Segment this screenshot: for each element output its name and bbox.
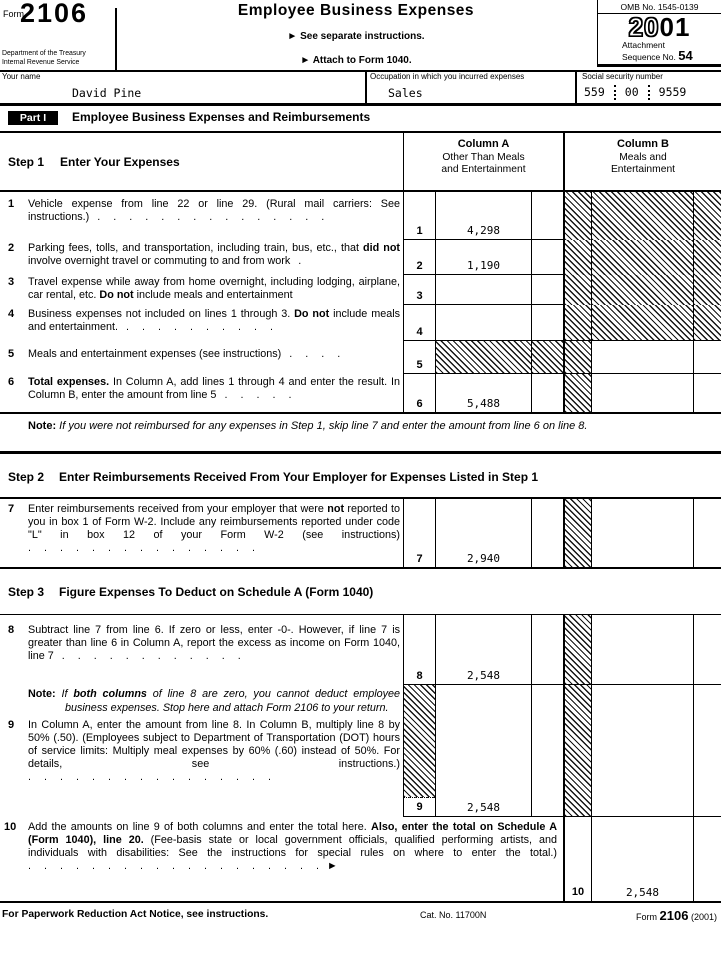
- tax-year-solid: 01: [659, 12, 691, 42]
- omb-box: [597, 0, 721, 67]
- line3-description: Travel expense while away from home overnight, including lodging, airplane, car rental, etc.: [28, 276, 400, 301]
- step2-banner: [8, 470, 538, 484]
- hatched-separator: [563, 615, 591, 685]
- part1-badge: Part I: [8, 111, 58, 125]
- ssn-label: Social security number: [582, 72, 663, 81]
- line4-colB-cents-hatched: [693, 305, 721, 341]
- ssn-separator: [648, 85, 650, 100]
- line6-bold: Total expenses.: [28, 376, 110, 388]
- line10-row: [0, 817, 721, 901]
- line2-description2: involve overnight travel or commuting to and from work: [28, 255, 291, 267]
- ssn-part3[interactable]: 9559: [658, 85, 687, 99]
- line6-text: [0, 374, 403, 412]
- step1-table: [0, 131, 721, 414]
- line3-colA-cents[interactable]: [531, 275, 563, 305]
- agency-block: [2, 50, 86, 67]
- line7-colB-cents[interactable]: [693, 499, 721, 567]
- line1-colA-amount[interactable]: 4,298: [435, 192, 531, 240]
- line3-colB-hatched: [591, 275, 693, 305]
- line1-colB-hatched: [591, 192, 693, 240]
- name-band-rule: [0, 103, 721, 106]
- line2-box-number: 2: [403, 240, 435, 275]
- attach-pointer: ► Attach to Form 1040.: [300, 55, 412, 66]
- line5-colA-hatched: [435, 341, 531, 374]
- tax-year: [598, 14, 721, 41]
- line3-row: [0, 275, 721, 305]
- line8-description: Subtract line 7 from line 6. If zero or less, enter -0-. However, if line 7 is greater than line 6 in Column A, report the excess as income on Form 1040, line 7: [28, 624, 400, 662]
- footer-form-id: [636, 908, 717, 923]
- line7-bold: not: [327, 503, 345, 515]
- line9-text: [0, 685, 403, 817]
- ssn-field[interactable]: [584, 85, 686, 100]
- line8-box-number: 8: [403, 615, 435, 685]
- step1-title: Enter Your Expenses: [60, 154, 180, 169]
- column-b-sub2: Entertainment: [610, 164, 676, 175]
- section-rule: [0, 451, 721, 454]
- paperwork-notice: For Paperwork Reduction Act Notice, see instructions.: [2, 909, 269, 920]
- hatched-separator: [563, 275, 591, 305]
- line6-row: [0, 374, 721, 412]
- line10-total-cents[interactable]: [693, 817, 721, 901]
- dot-leader: . . . . . . . . . . . . . . .: [89, 211, 330, 223]
- line3-number-gutter: 3: [8, 276, 15, 288]
- line6-description: In Column A, add lines 1 through 4 and enter the result. In Column B, enter the amount from line 5: [28, 376, 400, 401]
- line2-bold: did not: [363, 242, 401, 254]
- line6-colB-amount[interactable]: [591, 374, 693, 412]
- line5-row: [0, 341, 721, 374]
- line10-total-amount[interactable]: 2,548: [591, 817, 693, 901]
- footer-year: (2001): [690, 912, 717, 922]
- line1-text: [0, 192, 403, 240]
- attachment-label: Attachment: [622, 40, 665, 50]
- line4-box-number: 4: [403, 305, 435, 341]
- step1-heading: [0, 133, 403, 190]
- line3-description2: include meals and entertainment: [133, 289, 293, 301]
- tax-year-outline: 20: [628, 12, 660, 42]
- step2-label: Step 2: [8, 470, 45, 484]
- line5-number-gutter: 5: [8, 348, 15, 360]
- part1-title: Employee Business Expenses and Reimbursements: [72, 110, 371, 124]
- dot-leader: . . . . . . . . . . . . . . . . . . .: [28, 860, 324, 872]
- line4-colA-amount[interactable]: [435, 305, 531, 341]
- line5-description: Meals and entertainment expenses (see instructions): [28, 348, 282, 360]
- name-occupation-divider: [365, 70, 367, 103]
- line4-number-gutter: 4: [8, 308, 15, 320]
- line6-colA-cents[interactable]: [531, 374, 563, 412]
- form-word-label: Form: [3, 9, 24, 19]
- hatched-separator: [563, 374, 591, 412]
- line9-colB-cents[interactable]: [693, 685, 721, 817]
- dot-leader: . . . . .: [216, 389, 297, 401]
- column-a-sub2: and Entertainment: [441, 164, 526, 175]
- line10-box-number: 10: [563, 817, 591, 901]
- line3-text: [0, 275, 403, 305]
- form-title: Employee Business Expenses: [237, 2, 475, 19]
- column-a-sub1: Other Than Meals: [442, 152, 525, 163]
- note-label: Note:: [28, 420, 57, 432]
- note-italic2: of line 8 are zero, you cannot deduct employee business expenses. Stop here and attach Form 2106 to your return.: [65, 688, 401, 714]
- line2-row: [0, 240, 721, 275]
- line6-number-gutter: 6: [8, 376, 15, 388]
- line7-description2: reported to you in box 1 of Form W-2. Include any reimbursements reported under code "L" in box 12 of your Form W-2 (see instructions): [28, 503, 401, 541]
- line9-description: In Column A, enter the amount from line 8. In Column B, multiply line 8 by 50% (.50). (Employees subject to Department of Transportation (DOT) hours of service limits: Multiply meal expenses by 60% (.60) instead of 50%. For details, see instructions.): [28, 719, 400, 770]
- dot-leader: . . . . . . . . . . . . . . .: [28, 542, 260, 554]
- line5-colB-cents[interactable]: [693, 341, 721, 374]
- line2-colA-cents[interactable]: [531, 240, 563, 275]
- note-bold: both columns: [73, 688, 147, 700]
- line8-note: [28, 688, 401, 715]
- attachment-sequence: [598, 41, 721, 62]
- ssn-part2[interactable]: 00: [624, 85, 639, 99]
- line1-row: [0, 192, 721, 240]
- note-italic1: If: [61, 688, 74, 700]
- line8-colB-cents[interactable]: [693, 615, 721, 685]
- line2-colB-cents-hatched: [693, 240, 721, 275]
- line4-colA-cents[interactable]: [531, 305, 563, 341]
- line9-colA-amount[interactable]: 2,548: [435, 685, 531, 817]
- name-field[interactable]: David Pine: [72, 86, 142, 100]
- line7-row: [0, 499, 721, 567]
- line10-description: Add the amounts on line 9 of both columns and enter the total here.: [28, 821, 372, 833]
- line3-box-number: 3: [403, 275, 435, 305]
- line8-number-gutter: 8: [8, 624, 15, 636]
- line7-colA-cents[interactable]: [531, 499, 563, 567]
- occupation-ssn-divider: [575, 70, 577, 103]
- line3-bold: Do not: [99, 289, 134, 301]
- occupation-label: Occupation in which you incurred expenses: [370, 72, 525, 81]
- column-a-title: Column A: [457, 138, 510, 150]
- line7-box-number: 7: [403, 499, 435, 567]
- omb-number: OMB No. 1545-0139: [598, 0, 721, 14]
- line6-colA-amount[interactable]: 5,488: [435, 374, 531, 412]
- line8-colB-amount[interactable]: [591, 615, 693, 685]
- line4-description: Business expenses not included on lines 1 through 3.: [28, 308, 295, 320]
- catalog-number: Cat. No. 11700N: [420, 910, 487, 920]
- hatched-separator: [563, 499, 591, 567]
- ssn-separator: [614, 85, 616, 100]
- agency-line2: Internal Revenue Service: [2, 58, 80, 66]
- arrow-icon: ►: [327, 860, 338, 872]
- line9-paragraph: [8, 719, 400, 784]
- line5-text: [0, 341, 403, 374]
- column-b-sub1: Meals and: [619, 152, 667, 163]
- sequence-label: Sequence No.: [622, 51, 676, 62]
- agency-line1: Department of the Treasury: [2, 50, 86, 57]
- hatched-separator: [563, 240, 591, 275]
- dot-leader: . . . .: [281, 348, 346, 360]
- hatched-separator: [563, 341, 591, 374]
- step3-banner: [8, 585, 373, 599]
- ssn-part1[interactable]: 559: [584, 85, 605, 99]
- line4-colB-hatched: [591, 305, 693, 341]
- line9-number-hatched: [404, 685, 435, 798]
- footer-form-number: 2106: [659, 908, 689, 923]
- dot-leader: . . . . . . . . . . . .: [53, 650, 246, 662]
- line9-box-number: [403, 685, 435, 817]
- step1-header-row: [0, 133, 721, 192]
- line2-colB-hatched: [591, 240, 693, 275]
- line1-colB-cents-hatched: [693, 192, 721, 240]
- step2-title: Enter Reimbursements Received From Your Employer for Expenses Listed in Step 1: [59, 470, 539, 484]
- line5-box-number: 5: [403, 341, 435, 374]
- line7-colB-amount[interactable]: [591, 499, 693, 567]
- line9-colB-amount[interactable]: [591, 685, 693, 817]
- line1-colA-cents[interactable]: [531, 192, 563, 240]
- line8-text: [0, 615, 403, 685]
- line8-row: [0, 615, 721, 685]
- line7-description: Enter reimbursements received from your employer that were: [28, 503, 328, 515]
- line9-colA-cents[interactable]: [531, 685, 563, 817]
- step1-label: Step 1: [8, 154, 45, 169]
- line9-number-gutter: 9: [8, 719, 15, 731]
- dot-leader: .: [290, 255, 307, 267]
- column-b-title: Column B: [617, 138, 669, 150]
- hatched-separator: [563, 685, 591, 817]
- line2-description: Parking fees, tolls, and transportation, including train, bus, etc., that: [28, 242, 363, 254]
- step2-table: [0, 497, 721, 569]
- line4-row: [0, 305, 721, 341]
- line6-box-number: 6: [403, 374, 435, 412]
- line7-colA-amount[interactable]: 2,940: [435, 499, 531, 567]
- line7-text: [0, 499, 403, 567]
- form-number: 2106: [20, 0, 89, 28]
- line2-colA-amount[interactable]: 1,190: [435, 240, 531, 275]
- line2-number-gutter: 2: [8, 242, 15, 254]
- step1-note: [28, 420, 718, 432]
- dot-leader: . . . . . . . . . . . . . . . .: [28, 771, 276, 783]
- note-label: Note:: [28, 688, 56, 700]
- line6-colB-cents[interactable]: [693, 374, 721, 412]
- line9-row: [0, 685, 721, 817]
- line3-colA-amount[interactable]: [435, 275, 531, 305]
- line10-text: [0, 817, 563, 901]
- column-a-header: [403, 133, 563, 190]
- name-label: Your name: [2, 72, 41, 81]
- line2-text: [0, 240, 403, 275]
- line9-number-label: 9: [416, 801, 423, 813]
- line4-bold: Do not: [294, 308, 330, 320]
- line1-box-number: 1: [403, 192, 435, 240]
- line1-description: Vehicle expense from line 22 or line 29. (Rural mail carriers: See instructions.): [28, 198, 400, 223]
- footer-form-label: Form: [636, 912, 658, 922]
- line4-text: [0, 305, 403, 341]
- line1-number-gutter: 1: [8, 198, 15, 210]
- occupation-field[interactable]: Sales: [388, 86, 423, 100]
- line5-colB-amount[interactable]: [591, 341, 693, 374]
- step3-title: Figure Expenses To Deduct on Schedule A (Form 1040): [59, 585, 374, 599]
- line10-description2: (Fee-basis state or local government officials, qualified performing artists, and individuals with disabilities: See the instructions for special rules on where to enter the total.): [28, 834, 557, 859]
- line4-description2: include meals and entertainment.: [28, 308, 400, 333]
- hatched-separator: [563, 192, 591, 240]
- see-instructions-pointer: ► See separate instructions.: [287, 31, 425, 42]
- note-text: If you were not reimbursed for any expenses in Step 1, skip line 7 and enter the amount from line 6 on line 8.: [59, 420, 588, 432]
- line8-colA-amount[interactable]: 2,548: [435, 615, 531, 685]
- sequence-number: 54: [678, 47, 693, 63]
- line10-number-gutter: 10: [4, 821, 17, 833]
- step3-table: [0, 614, 721, 903]
- step3-label: Step 3: [8, 585, 45, 599]
- line3-colB-cents-hatched: [693, 275, 721, 305]
- column-b-header: [563, 133, 721, 190]
- line7-number-gutter: 7: [8, 503, 15, 515]
- line5-colA-cents-hatched: [531, 341, 563, 374]
- hatched-separator: [563, 305, 591, 341]
- line8-colA-cents[interactable]: [531, 615, 563, 685]
- dot-leader: . . . . . . . . . .: [118, 321, 279, 333]
- line10-bold: Also, enter the total on Schedule A (Form 1040), line 20.: [28, 821, 557, 846]
